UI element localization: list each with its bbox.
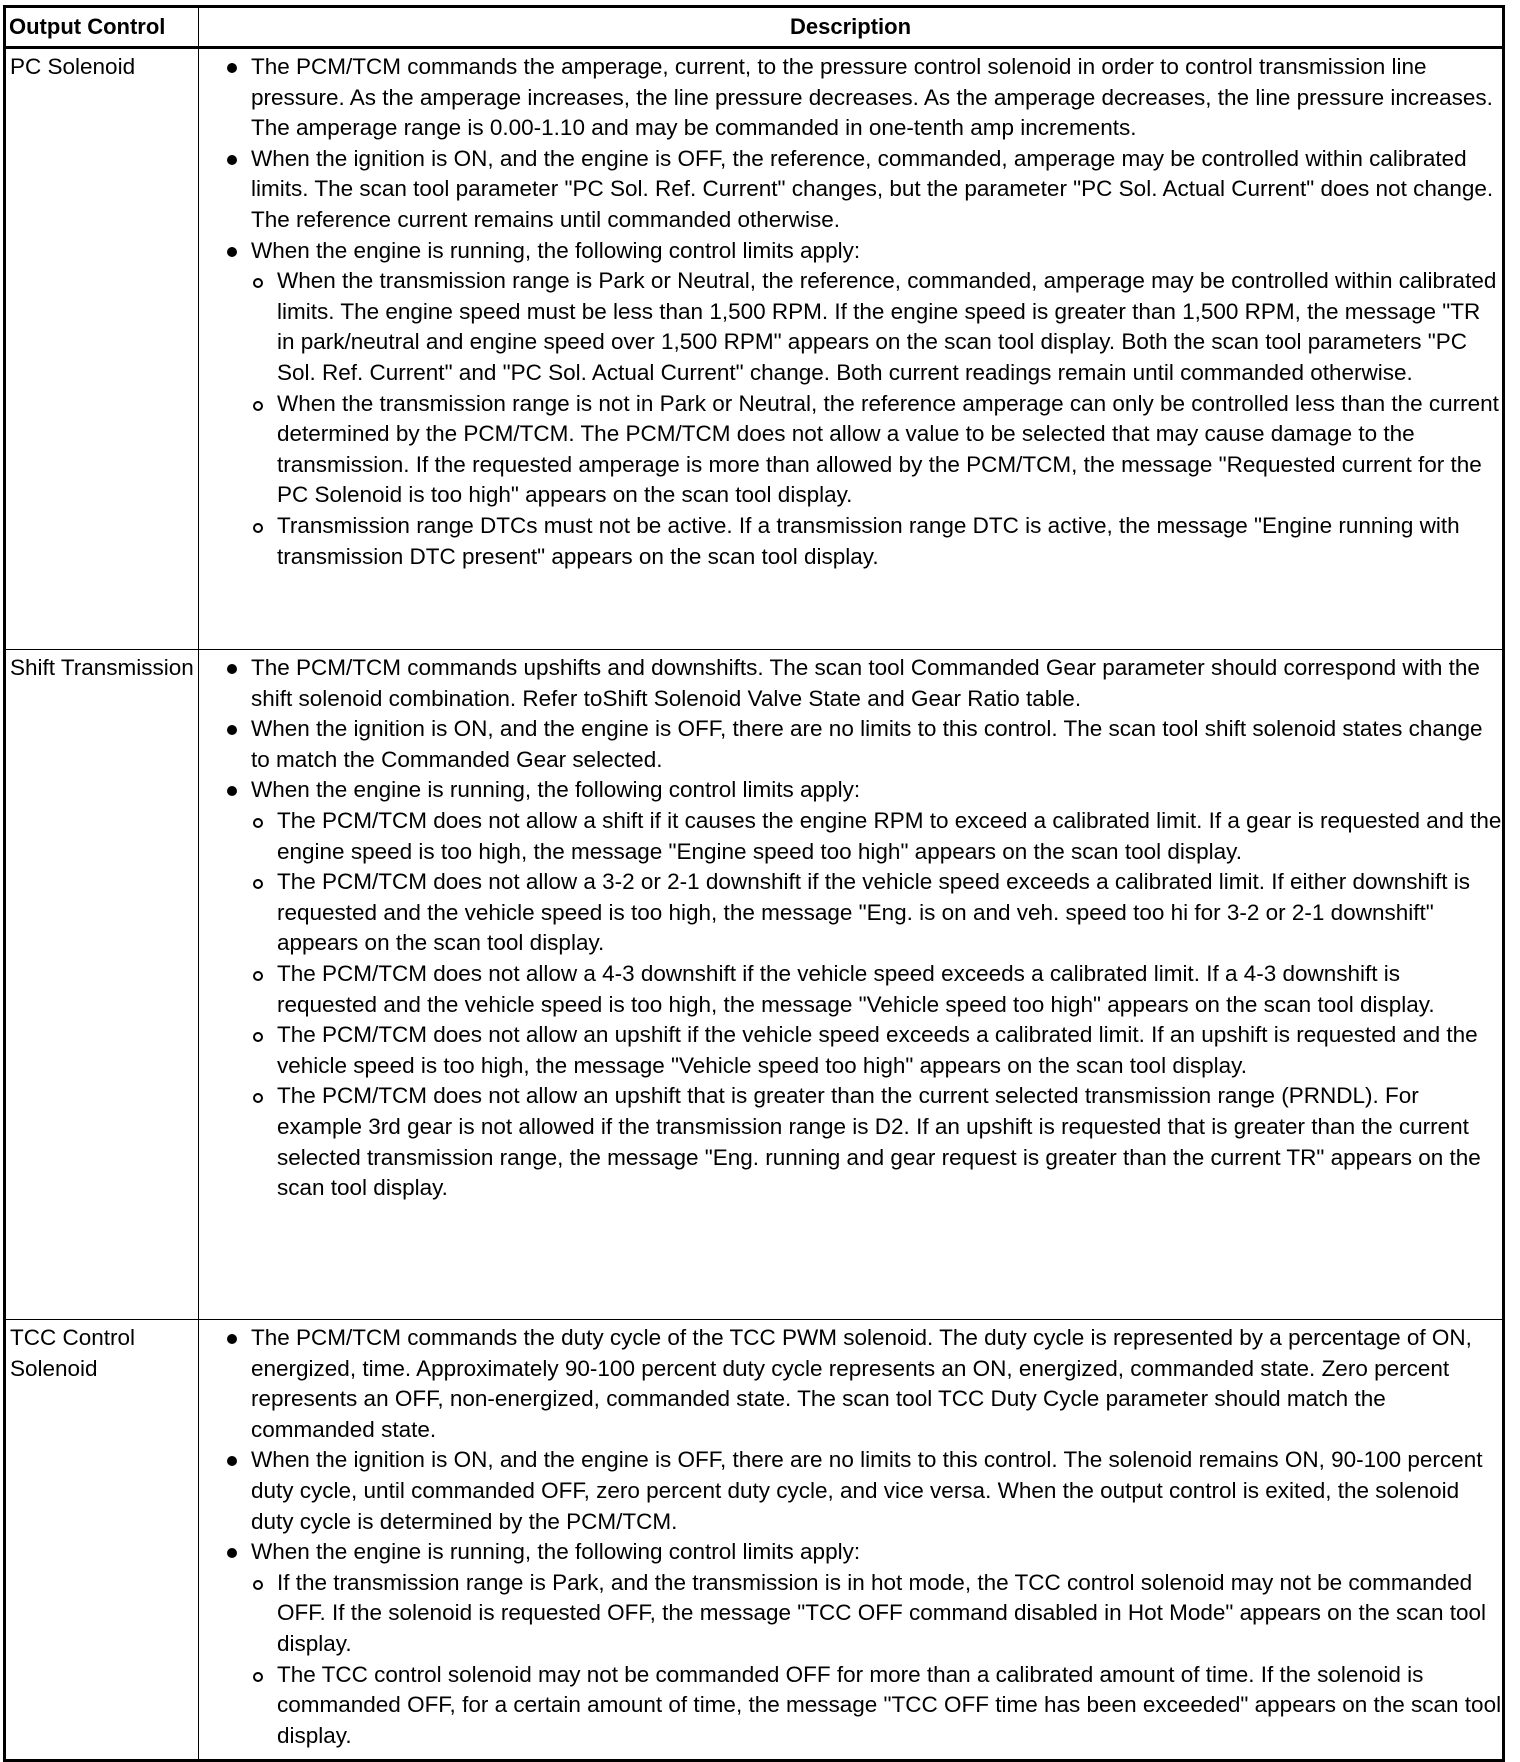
- list-item-text: The PCM/TCM commands the amperage, current, to the pressure control solenoid in order to control transmission line pressure. As the amperage increases, the line pressure decreases. As the amperage decreases, the line pressure increases. The amperage range is 0.00-1.10 and may be commanded in one-tenth amp increments.: [251, 54, 1493, 141]
- sub-list-item: [251, 1081, 1502, 1203]
- sub-list-item-text: If the transmission range is Park, and the transmission is in hot mode, the TCC control solenoid may not be commanded OFF. If the solenoid is requested OFF, the message "TCC OFF command disabled in Hot Mode" appears on the scan tool display.: [277, 1569, 1487, 1656]
- sub-list-item-text: The TCC control solenoid may not be commanded OFF for more than a calibrated amount of time. If the solenoid is commanded OFF, for a certain amount of time, the message "TCC OFF time has been exceeded" appears on the scan tool display.: [277, 1661, 1502, 1748]
- column-header-description: Description: [199, 7, 1504, 48]
- list-item-text: The PCM/TCM commands the duty cycle of the TCC PWM solenoid. The duty cycle is represented by a percentage of ON, energized, time. Approximately 90-100 percent duty cycle represents an ON, energized, commanded state. Zero percent represents an OFF, non-energized, commanded state. The scan tool TCC Duty Cycle parameter should match the commanded state.: [251, 1325, 1472, 1442]
- hollow-bullet-icon: [253, 971, 263, 981]
- list-item: [225, 144, 1502, 236]
- list-item: [225, 1323, 1502, 1445]
- table-row: [5, 48, 1504, 650]
- hollow-bullet-icon: [253, 1093, 263, 1103]
- filled-bullet-icon: [227, 1456, 237, 1466]
- list-item: [225, 653, 1502, 714]
- sub-list-item-text: The PCM/TCM does not allow a 3-2 or 2-1 downshift if the vehicle speed exceeds a calibrated limit. If either downshift is requested and the vehicle speed is too high, the message "Eng. is on and veh. speed too hi for 3-2 or 2-1 downshift" appears on the scan tool display.: [277, 869, 1471, 956]
- hollow-bullet-icon: [253, 401, 263, 411]
- sub-bullet-list: [199, 806, 1502, 1204]
- list-item: [225, 236, 1502, 267]
- filled-bullet-icon: [227, 1548, 237, 1558]
- filled-bullet-icon: [227, 63, 237, 73]
- sub-list-item: [251, 1020, 1502, 1081]
- list-item-text: When the ignition is ON, and the engine is OFF, there are no limits to this control. The scan tool shift solenoid states change to match the Commanded Gear selected.: [251, 716, 1483, 772]
- sub-list-item: [251, 867, 1502, 959]
- hollow-bullet-icon: [253, 1580, 263, 1590]
- sub-list-item-text: The PCM/TCM does not allow an upshift that is greater than the current selected transmission range (PRNDL). For example 3rd gear is not allowed if the transmission range is D2. If an upshift is requested that is greater than the current selected transmission range, the message "Eng. running and gear request is greater than the current TR" appears on the scan tool display.: [277, 1083, 1481, 1201]
- sub-list-item: [251, 389, 1502, 511]
- table-row: [5, 1320, 1504, 1761]
- sub-list-item: [251, 266, 1502, 388]
- sub-list-item-text: When the transmission range is not in Park or Neutral, the reference amperage can only be controlled less than the current determined by the PCM/TCM. The PCM/TCM does not allow a value to be selected that may cause damage to the transmission. If the requested amperage is more than allowed by the PCM/TCM, the message "Requested current for the PC Solenoid is too high" appears on the scan tool display.: [277, 390, 1499, 508]
- list-item: [225, 52, 1502, 144]
- sub-bullet-list: [199, 266, 1502, 572]
- hollow-bullet-icon: [253, 1032, 263, 1042]
- list-item: [225, 775, 1502, 806]
- sub-bullet-list: [199, 1568, 1502, 1752]
- sub-list-item-text: The PCM/TCM does not allow a shift if it causes the engine RPM to exceed a calibrated limit. If a gear is requested and the engine speed is too high, the message "Engine speed too high" appears on the scan tool display.: [277, 807, 1502, 864]
- description-cell: [199, 48, 1504, 650]
- list-item-text: When the engine is running, the following control limits apply:: [251, 1539, 861, 1565]
- bullet-list: [199, 653, 1502, 806]
- bullet-list: [199, 52, 1502, 266]
- output-control-cell: TCC Control Solenoid: [5, 1320, 199, 1761]
- filled-bullet-icon: [227, 247, 237, 257]
- sub-list-item: [251, 1568, 1502, 1660]
- list-item-text: The PCM/TCM commands upshifts and downshifts. The scan tool Commanded Gear parameter should correspond with the shift solenoid combination. Refer toShift Solenoid Valve State and Gear Ratio table.: [251, 655, 1480, 711]
- output-control-table: [3, 5, 1505, 1762]
- list-item-text: When the engine is running, the following control limits apply:: [251, 777, 861, 803]
- description-cell: [199, 1320, 1504, 1761]
- list-item-text: When the ignition is ON, and the engine is OFF, the reference, commanded, amperage may be controlled within calibrated limits. The scan tool parameter "PC Sol. Ref. Current" changes, but the parameter "PC Sol. Actual Current" does not change. The reference current remains until commanded otherwise.: [251, 145, 1494, 232]
- list-item-text: When the ignition is ON, and the engine is OFF, there are no limits to this control. The solenoid remains ON, 90-100 percent duty cycle, until commanded OFF, zero percent duty cycle, and vice versa. When the output control is exited, the solenoid duty cycle is determined by the PCM/TCM.: [251, 1447, 1483, 1534]
- output-control-cell: Shift Transmission: [5, 650, 199, 1320]
- filled-bullet-icon: [227, 664, 237, 674]
- sub-list-item-text: Transmission range DTCs must not be active. If a transmission range DTC is active, the message "Engine running with transmission DTC present" appears on the scan tool display.: [277, 512, 1460, 569]
- sub-list-item: [251, 959, 1502, 1020]
- list-item: [225, 714, 1502, 775]
- sub-list-item: [251, 511, 1502, 572]
- sub-list-item: [251, 806, 1502, 867]
- table-header-row: [5, 7, 1504, 48]
- table-row: [5, 650, 1504, 1320]
- list-item: [225, 1445, 1502, 1537]
- list-item-text: When the engine is running, the following control limits apply:: [251, 237, 861, 263]
- hollow-bullet-icon: [253, 818, 263, 828]
- list-item: [225, 1537, 1502, 1568]
- column-header-output-control: Output Control: [5, 7, 199, 48]
- sub-list-item-text: The PCM/TCM does not allow an upshift if the vehicle speed exceeds a calibrated limit. If an upshift is requested and the vehicle speed is too high, the message "Vehicle speed too high" appears on the scan tool display.: [277, 1022, 1478, 1078]
- hollow-bullet-icon: [253, 278, 263, 288]
- bullet-list: [199, 1323, 1502, 1568]
- hollow-bullet-icon: [253, 523, 263, 533]
- description-cell: [199, 650, 1504, 1320]
- filled-bullet-icon: [227, 155, 237, 165]
- filled-bullet-icon: [227, 1334, 237, 1344]
- sub-list-item-text: The PCM/TCM does not allow a 4-3 downshift if the vehicle speed exceeds a calibrated limit. If a 4-3 downshift is requested and the vehicle speed is too high, the message "Vehicle speed too high" appears on the scan tool display.: [277, 960, 1435, 1017]
- sub-list-item-text: When the transmission range is Park or Neutral, the reference, commanded, amperage may be controlled within calibrated limits. The engine speed must be less than 1,500 RPM. If the engine speed is greater than 1,500 RPM, the message "TR in park/neutral and engine speed over 1,500 RPM" appears on the scan tool display. Both the scan tool parameters "PC Sol. Ref. Current" and "PC Sol. Actual Current" change. Both current readings remain until commanded otherwise.: [277, 268, 1497, 385]
- output-control-cell: PC Solenoid: [5, 48, 199, 650]
- filled-bullet-icon: [227, 725, 237, 735]
- hollow-bullet-icon: [253, 879, 263, 889]
- filled-bullet-icon: [227, 786, 237, 796]
- hollow-bullet-icon: [253, 1672, 263, 1682]
- sub-list-item: [251, 1660, 1502, 1752]
